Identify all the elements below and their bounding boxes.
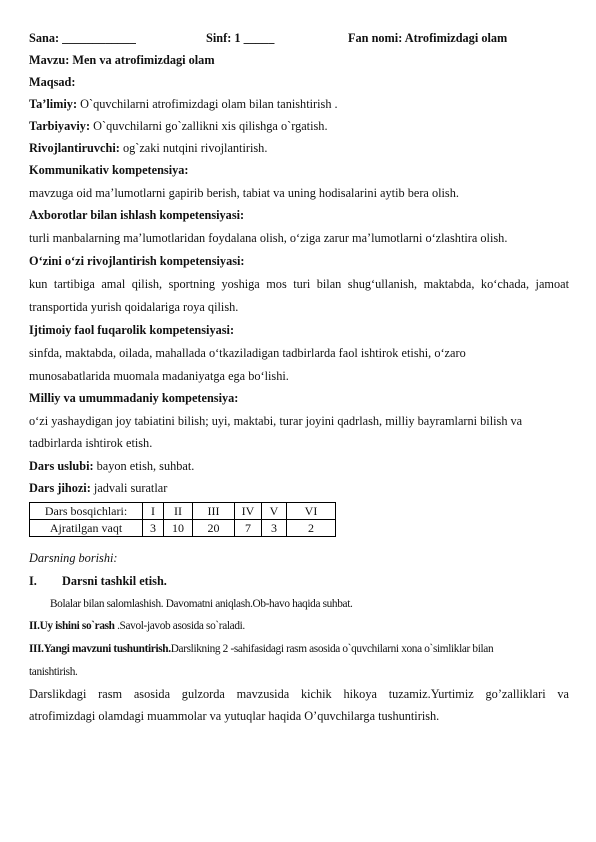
date-label: Sana: <box>29 31 60 45</box>
table-cell: Dars bosqichlari: <box>30 503 143 520</box>
table-cell: IV <box>235 503 262 520</box>
class-field <box>206 30 274 46</box>
section-3: III.Yangi mavzuni tushuntirish.Darslikning 2 -sahifasidagi rasm asosida o`quvchilarni xona o`simliklar bilan <box>29 643 494 655</box>
competency-heading-civic: Ijtimoiy faol fuqarolik kompetensiyasi: <box>29 323 235 337</box>
table-cell: II <box>164 503 193 520</box>
lesson-method: Dars uslubi: bayon etish, suhbat. <box>29 459 195 473</box>
table-cell: 2 <box>287 520 336 537</box>
section-2: II.Uy ishini so`rash .Savol-javob asosida so`raladi. <box>29 620 245 632</box>
competency-heading-communicative: Kommunikativ kompetensiya: <box>29 163 189 177</box>
competency-text: transportida yurish qoidalariga roya qilish. <box>29 300 239 314</box>
table-cell: 3 <box>262 520 287 537</box>
competency-text: mavzuga oid ma’lumotlarni gapirib berish, tabiat va uning hodisalarini aytib bera olish. <box>29 186 459 200</box>
goal-heading: Maqsad: <box>29 75 76 89</box>
table-cell: 3 <box>143 520 164 537</box>
class-blank: _____ <box>243 31 275 45</box>
competency-heading-self-development: O‘zini o‘zi rivojlantirish kompetensiyasi: <box>29 254 245 268</box>
table-cell: III <box>193 503 235 520</box>
goal-upbringing: Tarbiyaviy: O`quvchilarni go`zallikni xis qilishga o`rgatish. <box>29 119 328 133</box>
class-label: Sinf: 1 <box>206 31 241 45</box>
closing-paragraph-line: atrofimizdagi olamdagi muammolar va yutuqlar haqida O’quvchilarga tushuntirish. <box>29 709 440 723</box>
goal-educational: Ta’limiy: O`quvchilarni atrofimizdagi olam bilan tanishtirish . <box>29 97 338 111</box>
goal-developmental: Rivojlantiruvchi: og`zaki nutqini rivojlantirish. <box>29 141 268 155</box>
competency-text: kun tartibiga amal qilish, sportning yoshiga mos turi bilan shug‘ullanish, maktabda, ko‘chada, jamoat <box>29 277 569 291</box>
lesson-equipment: Dars jihozi: jadvali suratlar <box>29 481 168 495</box>
table-cell: I <box>143 503 164 520</box>
table-cell: 20 <box>193 520 235 537</box>
competency-text: o‘zi yashaydigan joy tabiatini bilish; uyi, maktabi, turar joyini qadrlash, milliy bayramlarni bilish va <box>29 414 523 428</box>
section-1-title: Darsni tashkil etish. <box>62 574 167 588</box>
competency-text: tadbirlarda ishtirok etish. <box>29 436 153 450</box>
competency-heading-national: Milliy va umummadaniy kompetensiya: <box>29 391 239 405</box>
lesson-course-heading: Darsning borishi: <box>29 551 118 565</box>
table-row <box>30 503 336 520</box>
section-1-text: Bolalar bilan salomlashish. Davomatni aniqlash.Ob-havo haqida suhbat. <box>50 598 353 610</box>
section-3-continued: tanishtirish. <box>29 666 78 678</box>
topic-title: Mavzu: Men va atrofimizdagi olam <box>29 53 215 67</box>
competency-text: munosabatlarida muomala madaniyatga ega bo‘lishi. <box>29 369 289 383</box>
table-cell: 10 <box>164 520 193 537</box>
lesson-stages-table <box>29 502 336 537</box>
competency-text: sinfda, maktabda, oilada, mahallada o‘tkaziladigan tadbirlarda faol ishtirok etishi, o‘zaro <box>29 346 466 360</box>
competency-text: turli manbalarning ma’lumotlaridan foydalana olish, o‘ziga zarur ma’lumotlarni o‘zlashtira olish. <box>29 231 508 245</box>
table-cell: V <box>262 503 287 520</box>
date-blank: ____________ <box>62 31 136 45</box>
table-cell: 7 <box>235 520 262 537</box>
date-field <box>29 30 136 46</box>
subject-title: Fan nomi: Atrofimizdagi olam <box>348 31 508 45</box>
table-cell: VI <box>287 503 336 520</box>
competency-heading-information: Axborotlar bilan ishlash kompetensiyasi: <box>29 208 245 222</box>
section-1-number: I. <box>29 574 37 588</box>
table-cell: Ajratilgan vaqt <box>30 520 143 537</box>
closing-paragraph-line: Darslikdagi rasm asosida gulzorda mavzusida kichik hikoya tuzamiz.Yurtimiz go’zalliklari va <box>29 687 569 701</box>
table-row <box>30 520 336 537</box>
